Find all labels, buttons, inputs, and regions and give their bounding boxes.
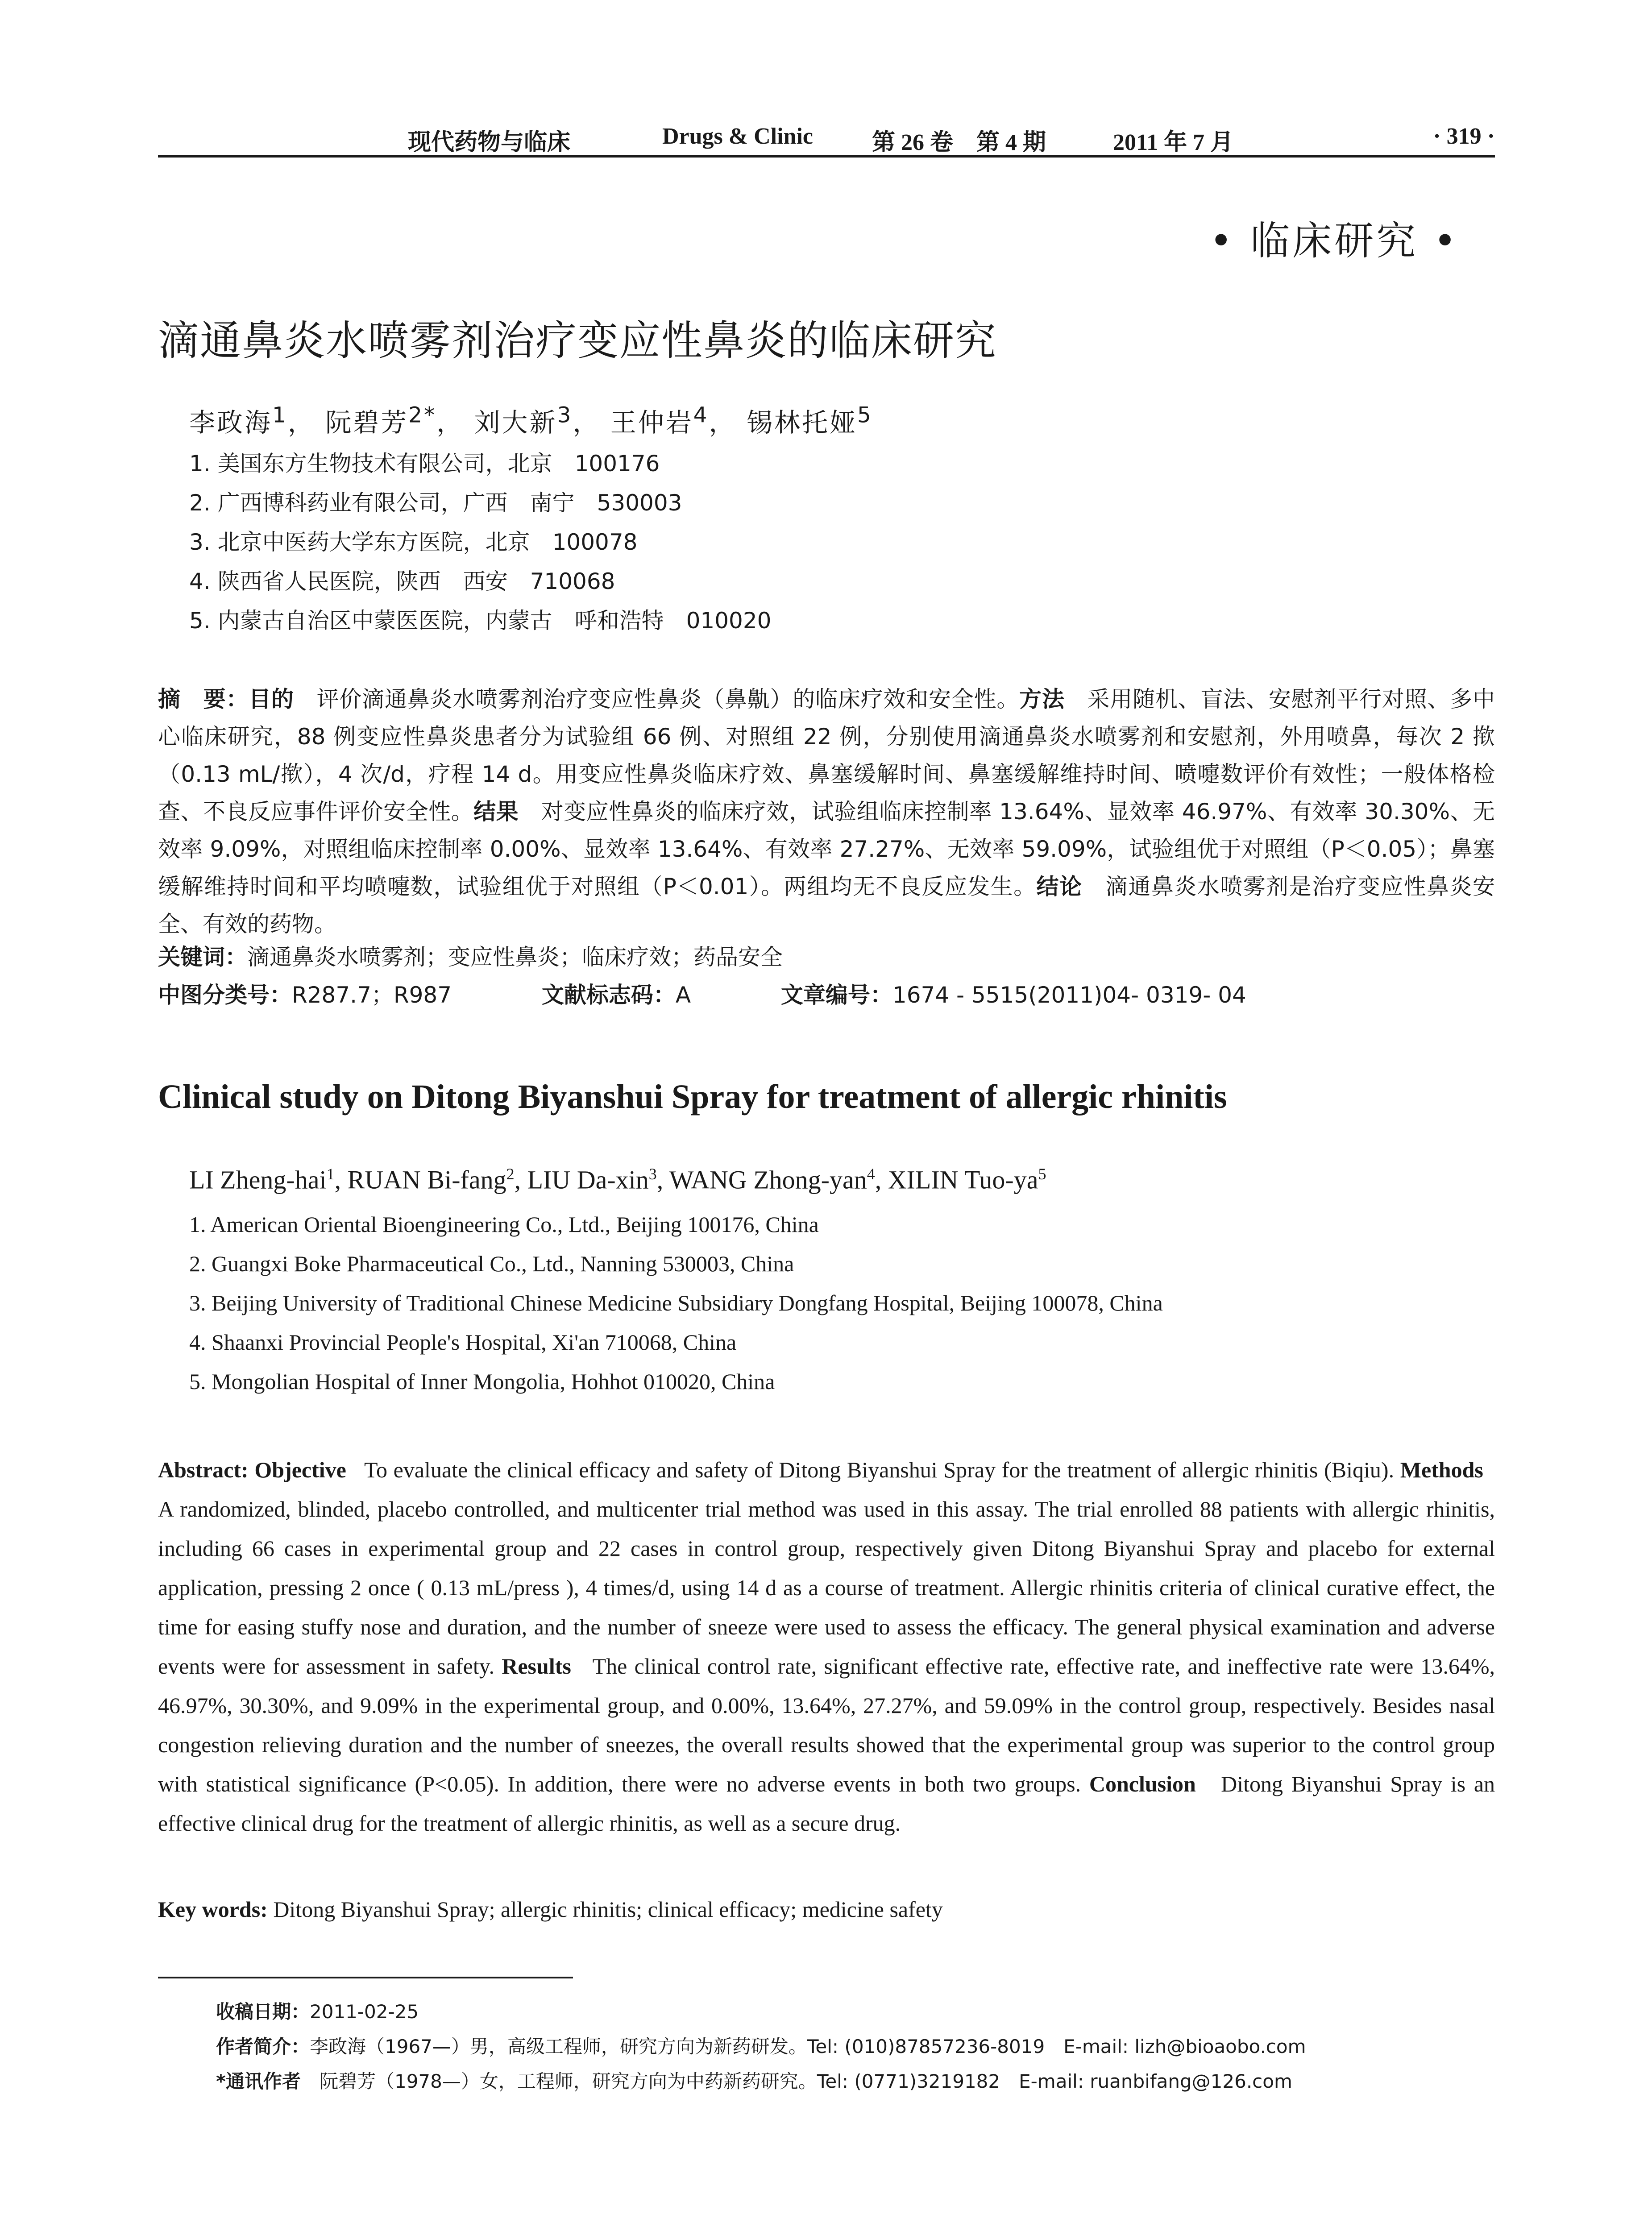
author-name: RUAN Bi-fang — [347, 1165, 506, 1194]
author-list-cn: 李政海$^1$， 阮碧芳$^{2*}$， 刘大新$^3$， 王仲岩$^4$， 锡林托娅$^5$ — [189, 402, 873, 438]
keywords-en — [158, 1896, 943, 1922]
author-name: 刘大新 — [474, 407, 557, 438]
author-mark: 4 — [867, 1165, 875, 1183]
article-number-value: 1674 - 5515(2011)04- 0319- 04 — [892, 982, 1246, 1008]
author-mark: 5 — [1038, 1165, 1046, 1183]
footnote-divider — [158, 1977, 573, 1978]
author-mark: 2* — [408, 402, 437, 428]
author-name: 阮碧芳 — [325, 407, 409, 438]
affiliation-item: 3. Beijing University of Traditional Chinese Medicine Subsidiary Dongfang Hospital, Beijing 100078, China — [189, 1290, 1163, 1315]
objective-text: To evaluate the clinical efficacy and safety of Ditong Biyanshui Spray for the treatment of allergic rhinitis (Biqiu). — [364, 1457, 1395, 1482]
article-title-cn: 滴通鼻炎水喷雾剂治疗变应性鼻炎的临床研究 — [158, 317, 997, 365]
author-mark: 5 — [857, 402, 873, 428]
journal-name-en: Drugs & Clinic — [662, 124, 813, 149]
conclusion-text: Ditong Biyanshui Spray is an effective clinical drug for the treatment of allergic rhinitis, as well as a secure drug. — [158, 1771, 1495, 1836]
methods-label: Methods — [1400, 1457, 1483, 1482]
abstract-en — [158, 1450, 1495, 1843]
author-name: 王仲岩 — [610, 407, 693, 438]
results-text: 对变应性鼻炎的临床疗效，试验组临床控制率 13.64%、显效率 46.97%、有效率 30.30%、无效率 9.09%，对照组临床控制率 0.00%、显效率 13.64%、有效率 27.27%、无效率 59.09%，试验组优于对照组（P＜0.05）；鼻塞缓解维持时间和平均喷嚏数，试验组优于对照组（P＜0.01）。两组均无不良反应发生。 — [158, 799, 1495, 900]
affiliation-item: 4. Shaanxi Provincial People's Hospital, Xi'an 710068, China — [189, 1330, 737, 1355]
affiliation-list-cn — [189, 444, 771, 640]
author-mark: 1 — [326, 1165, 335, 1183]
conclusion-text: 滴通鼻炎水喷雾剂是治疗变应性鼻炎安全、有效的药物。 — [158, 874, 1495, 937]
doc-code-value: A — [675, 982, 691, 1008]
affiliation-item: 5. 内蒙古自治区中蒙医医院，内蒙古 呼和浩特 010020 — [189, 608, 772, 634]
keywords-cn — [158, 939, 783, 971]
author-name: XILIN Tuo-ya — [888, 1165, 1038, 1194]
received-label: 收稿日期： — [216, 2001, 310, 2023]
publication-date: 2011 年 7 月 — [1113, 130, 1234, 155]
received-value: 2011-02-25 — [310, 2001, 419, 2023]
bio-label: 作者简介： — [216, 2036, 310, 2057]
article-number-label: 文章编号： — [780, 982, 892, 1008]
affiliation-item: 1. 美国东方生物技术有限公司，北京 100176 — [189, 451, 660, 477]
abstract-cn — [158, 680, 1495, 943]
keywords-text: Ditong Biyanshui Spray; allergic rhinitis; clinical efficacy; medicine safety — [273, 1897, 943, 1922]
affiliation-list-en — [189, 1205, 1163, 1401]
affiliation-item: 2. Guangxi Boke Pharmaceutical Co., Ltd., Nanning 530003, China — [189, 1251, 794, 1276]
section-tag: • 临床研究 • — [1209, 218, 1459, 264]
author-mark: 3 — [648, 1165, 657, 1183]
volume-issue: 第 26 卷 第 4 期 — [872, 130, 1046, 155]
conclusion-label: Conclusion — [1089, 1771, 1196, 1796]
author-name: 李政海 — [189, 407, 273, 438]
corr-label: *通讯作者 — [216, 2070, 301, 2092]
keywords-label: 关键词： — [158, 944, 247, 970]
clc-value: R287.7；R987 — [292, 982, 452, 1008]
affiliation-item: 4. 陕西省人民医院，陕西 西安 710068 — [189, 568, 615, 594]
author-name: LIU Da-xin — [527, 1165, 649, 1194]
article-title-en: Clinical study on Ditong Biyanshui Spray for treatment of allergic rhinitis — [158, 1078, 1227, 1116]
author-mark: 3 — [557, 402, 573, 428]
running-header — [158, 120, 1495, 158]
results-text: The clinical control rate, significant effective rate, effective rate, and ineffective rate were 13.64%, 46.97%, 30.30%, and 9.09% in the experimental group, and 0.00%, 13.64%, 27.27%, and 59.09% in the control group, respectively. Besides nasal congestion relieving duration and the number of sneezes, the overall results showed that the experimental group was superior to the control group with statistical significance (P<0.05). In addition, there were no adverse events in both two groups. — [158, 1654, 1495, 1796]
author-mark: 4 — [693, 402, 709, 428]
objective-label: Objective — [254, 1457, 346, 1482]
results-label: 结果 — [473, 799, 519, 825]
author-list-en: LI Zheng-hai$^1$, RUAN Bi-fang$^2$, LIU Da-xin$^3$, WANG Zhong-yan$^4$, XILIN Tuo-$ya^5$ — [189, 1165, 1046, 1194]
abstract-label: Abstract: — [158, 1457, 249, 1482]
page-number: · 319 · — [1433, 124, 1495, 149]
clc-label: 中图分类号： — [158, 982, 292, 1008]
doc-code-label: 文献标志码： — [541, 982, 676, 1008]
corresponding-author — [216, 2064, 1306, 2099]
author-name: 锡林托娅 — [746, 407, 857, 438]
classification-line — [158, 977, 1246, 1009]
author-mark: 2 — [506, 1165, 515, 1183]
author-mark: 1 — [272, 402, 288, 428]
methods-text: A randomized, blinded, placebo controlled, and multicenter trial method was used in this assay. The trial enrolled 88 patients with allergic rhinitis, including 66 cases in experimental group and 22 cases in control group, respectively given Ditong Biyanshui Spray and placebo for external application, pressing 2 once ( 0.13 mL/press ), 4 times/d, using 14 d as a course of treatment. Allergic rhinitis criteria of clinical curative effect, the time for easing stuffy nose and duration, and the number of sneeze were used to assess the efficacy. The general physical examination and adverse events were for assessment in safety. — [158, 1497, 1495, 1679]
corr-text: 阮碧芳（1978—）女，工程师，研究方向为中药新药研究。Tel: (0771)3219182 E-mail: ruanbifang@126.com — [319, 2070, 1292, 2092]
author-name: WANG Zhong-yan — [669, 1165, 867, 1194]
objective-label: 目的 — [249, 686, 294, 712]
results-label: Results — [502, 1654, 571, 1679]
received-date — [216, 1995, 1306, 2029]
affiliation-item: 1. American Oriental Bioengineering Co., Ltd., Beijing 100176, China — [189, 1212, 819, 1237]
methods-label: 方法 — [1019, 686, 1065, 712]
journal-name-cn: 现代药物与临床 — [408, 129, 571, 156]
footnotes — [216, 1995, 1306, 2099]
keywords-label: Key words: — [158, 1897, 268, 1922]
author-bio — [216, 2029, 1306, 2064]
keywords-text: 滴通鼻炎水喷雾剂；变应性鼻炎；临床疗效；药品安全 — [247, 944, 783, 970]
objective-text: 评价滴通鼻炎水喷雾剂治疗变应性鼻炎（鼻鼽）的临床疗效和安全性。 — [316, 686, 1020, 712]
methods-text: 采用随机、盲法、安慰剂平行对照、多中心临床研究，88 例变应性鼻炎患者分为试验组 66 例、对照组 22 例，分别使用滴通鼻炎水喷雾剂和安慰剂，外用喷鼻，每次 2 揿（0.13 mL/揿），4 次/d，疗程 14 d。用变应性鼻炎临床疗效、鼻塞缓解时间、鼻塞缓解维持时间、喷嚏数评价有效性；一般体格检查、不良反应事件评价安全性。 — [158, 686, 1495, 825]
author-name: LI Zheng-hai — [189, 1165, 327, 1194]
affiliation-item: 2. 广西博科药业有限公司，广西 南宁 530003 — [189, 490, 682, 516]
affiliation-item: 5. Mongolian Hospital of Inner Mongolia, Hohhot 010020, China — [189, 1369, 775, 1394]
abstract-label: 摘 要： — [158, 686, 249, 712]
bio-text: 李政海（1967—）男，高级工程师，研究方向为新药研发。Tel: (010)87857236-8019 E-mail: lizh@bioaobo.com — [310, 2036, 1306, 2057]
affiliation-item: 3. 北京中医药大学东方医院，北京 100078 — [189, 529, 638, 555]
conclusion-label: 结论 — [1036, 874, 1083, 900]
